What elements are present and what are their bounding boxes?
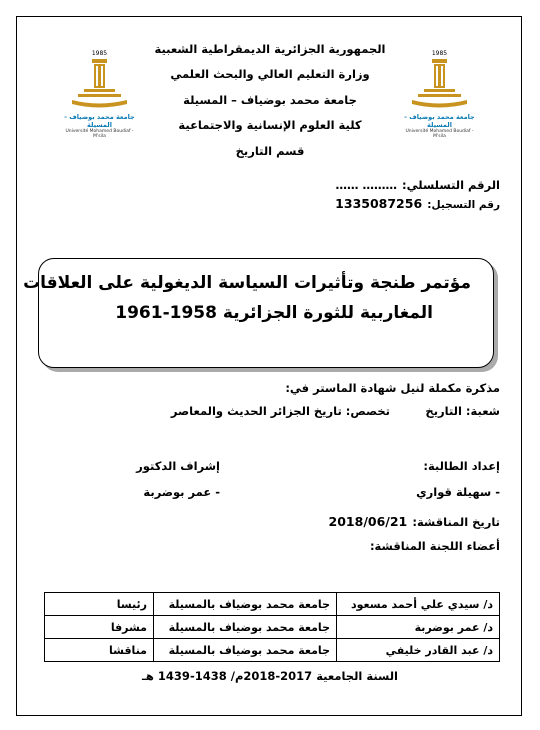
table-row	[45, 639, 500, 662]
member-university: جامعة محمد بوضياف بالمسيلة	[154, 616, 337, 639]
logo-name-ar: جامعة محمد بوضياف - المسيلة	[64, 113, 135, 129]
table-row	[45, 593, 500, 616]
student-label: إعداد الطالبة:	[423, 459, 500, 473]
header-university: جامعة محمد بوضياف – المسيلة	[183, 93, 357, 107]
branch-text: شعبة: التاريخ	[425, 404, 500, 418]
thesis-title-box	[23, 258, 494, 368]
academic-year: السنة الجامعية 2017-2018م/ 1438-1439 هـ	[142, 669, 398, 683]
supervisor-name: - عمر بوضربة	[143, 485, 220, 499]
supervisor-label: إشراف الدكتور	[136, 459, 220, 473]
member-role: رئيسا	[45, 593, 154, 616]
student-name: - سهيلة قواري	[416, 485, 500, 499]
member-name: د/ سيدي علي أحمد مسعود	[337, 593, 500, 616]
university-logo-left	[62, 50, 137, 139]
member-name: د/ عبد القادر خليفي	[337, 639, 500, 662]
university-logo-right	[402, 50, 477, 139]
header-department: قسم التاريخ	[235, 144, 305, 158]
specialty-text: تخصص: تاريخ الجزائر الحديث والمعاصر	[170, 404, 390, 418]
university-emblem-icon	[62, 57, 137, 109]
header-faculty: كلية العلوم الإنسانية والاجتماعية	[178, 118, 362, 132]
thesis-title-line2: المغاربية للثورة الجزائرية 1958-1961	[115, 303, 433, 323]
defense-date: 2018/06/21	[328, 514, 408, 529]
member-university: جامعة محمد بوضياف بالمسيلة	[154, 593, 337, 616]
member-role: مناقشا	[45, 639, 154, 662]
logo-name-fr: Université Mohamed Boudiaf - M'sila	[65, 129, 134, 139]
committee-table	[44, 592, 500, 662]
logo-year: 1985	[91, 50, 108, 57]
registration-value: 1335087256	[335, 196, 423, 211]
defense-date-row	[240, 511, 500, 530]
memo-text: مذكرة مكملة لنيل شهادة الماستر في:	[285, 381, 500, 395]
header-republic: الجمهورية الجزائرية الديمقراطية الشعبية	[154, 42, 386, 56]
table-row	[45, 616, 500, 639]
defense-label: تاريخ المناقشة:	[412, 515, 500, 529]
registration-label: رقم التسجيل:	[427, 199, 500, 211]
member-role: مشرفا	[45, 616, 154, 639]
logo-year: 1985	[431, 50, 448, 57]
thesis-title-line1: مؤتمر طنجة وتأثيرات السياسة الديغولية على العلاقات	[23, 273, 471, 293]
serial-value: ……… ……	[335, 178, 397, 192]
member-name: د/ عمر بوضربة	[337, 616, 500, 639]
header-ministry: وزارة التعليم العالي والبحث العلمي	[170, 67, 370, 81]
serial-label: الرقم التسلسلي:	[402, 178, 500, 192]
committee-label: أعضاء اللجنة المناقشة:	[369, 539, 500, 553]
serial-number-row	[240, 174, 500, 193]
logo-name-fr: Université Mohamed Boudiaf - M'sila	[405, 129, 474, 139]
logo-name-ar: جامعة محمد بوضياف - المسيلة	[404, 113, 475, 129]
registration-row	[240, 193, 500, 212]
member-university: جامعة محمد بوضياف بالمسيلة	[154, 639, 337, 662]
university-emblem-icon	[402, 57, 477, 109]
